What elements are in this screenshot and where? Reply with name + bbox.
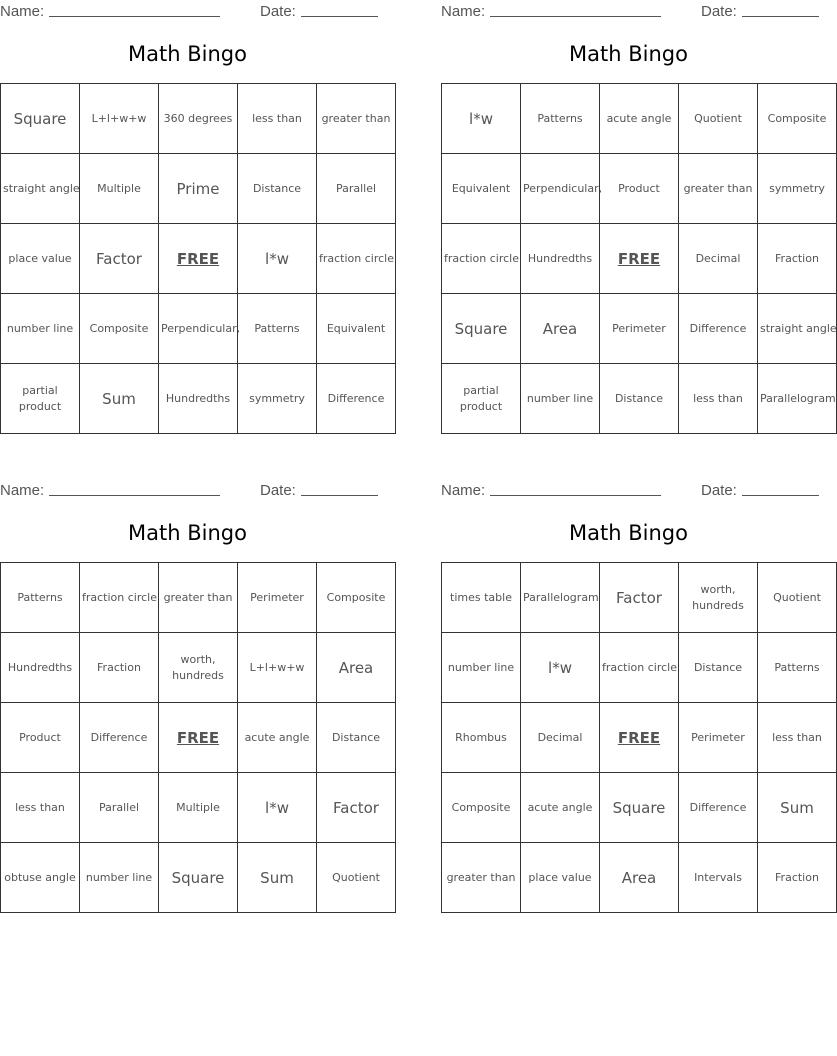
bingo-cell[interactable]: Square <box>159 843 238 913</box>
bingo-cell[interactable]: Sum <box>80 364 159 434</box>
bingo-cell[interactable]: Perimeter <box>238 563 317 633</box>
bingo-cell[interactable]: Intervals <box>679 843 758 913</box>
bingo-cell[interactable]: Square <box>442 294 521 364</box>
bingo-cell[interactable]: Difference <box>80 703 159 773</box>
bingo-cell[interactable]: Square <box>1 84 80 154</box>
grid-row <box>1 84 396 154</box>
grid-row <box>1 563 396 633</box>
free-space-cell[interactable]: FREE <box>600 224 679 294</box>
bingo-cell[interactable]: Area <box>521 294 600 364</box>
bingo-cell[interactable]: Product <box>600 154 679 224</box>
bingo-cell[interactable]: Patterns <box>758 633 837 703</box>
bingo-cell[interactable]: less than <box>1 773 80 843</box>
bingo-cell[interactable]: greater than <box>442 843 521 913</box>
grid-row <box>442 154 837 224</box>
date-line <box>742 2 819 17</box>
date-field[interactable] <box>701 2 819 20</box>
grid-row <box>442 364 837 434</box>
bingo-cell[interactable]: acute angle <box>521 773 600 843</box>
date-label: Date: <box>701 482 737 499</box>
grid-row <box>1 364 396 434</box>
date-line <box>301 2 378 17</box>
bingo-cell[interactable]: Quotient <box>758 563 837 633</box>
bingo-cell[interactable]: greater than <box>679 154 758 224</box>
bingo-cell[interactable]: Multiple <box>80 154 159 224</box>
bingo-cell[interactable]: place value <box>1 224 80 294</box>
card-title: Math Bingo <box>128 521 247 545</box>
bingo-cell[interactable]: Parallelogram <box>521 563 600 633</box>
grid-row <box>1 633 396 703</box>
bingo-card-1 <box>0 0 395 413</box>
bingo-card-2 <box>441 0 837 413</box>
bingo-cell[interactable]: straight angle <box>758 294 837 364</box>
grid-row <box>442 633 837 703</box>
bingo-cell[interactable]: number line <box>1 294 80 364</box>
bingo-cell[interactable]: less than <box>679 364 758 434</box>
date-field[interactable] <box>260 481 378 499</box>
bingo-cell[interactable]: 360 degrees <box>159 84 238 154</box>
bingo-cell[interactable]: place value <box>521 843 600 913</box>
bingo-cell[interactable]: partial product <box>442 364 521 434</box>
bingo-cell[interactable]: Equivalent <box>317 294 396 364</box>
card-header <box>441 479 816 501</box>
bingo-cell[interactable]: times table <box>442 563 521 633</box>
bingo-cell[interactable]: Quotient <box>679 84 758 154</box>
grid-row <box>1 154 396 224</box>
bingo-cell[interactable]: Patterns <box>238 294 317 364</box>
bingo-cell[interactable]: Hundredths <box>521 224 600 294</box>
free-space-cell[interactable]: FREE <box>159 703 238 773</box>
bingo-cell[interactable]: number line <box>442 633 521 703</box>
grid-row <box>442 294 837 364</box>
grid-row <box>1 773 396 843</box>
bingo-cell[interactable]: Hundredths <box>1 633 80 703</box>
bingo-cell[interactable]: Composite <box>80 294 159 364</box>
date-label: Date: <box>260 3 296 20</box>
bingo-cell[interactable]: Perpendicular, <box>521 154 600 224</box>
grid-row <box>1 703 396 773</box>
bingo-cell[interactable]: l*w <box>238 224 317 294</box>
bingo-cell[interactable]: Factor <box>317 773 396 843</box>
bingo-cell[interactable]: worth, hundreds <box>679 563 758 633</box>
card-title: Math Bingo <box>569 521 688 545</box>
date-line <box>742 481 819 496</box>
grid-row <box>442 84 837 154</box>
bingo-cell[interactable]: symmetry <box>758 154 837 224</box>
bingo-cell[interactable]: Difference <box>317 364 396 434</box>
bingo-cell[interactable]: Area <box>317 633 396 703</box>
bingo-cell[interactable]: greater than <box>317 84 396 154</box>
card-header <box>441 0 816 22</box>
bingo-cell[interactable]: Distance <box>600 364 679 434</box>
bingo-cell[interactable]: Distance <box>679 633 758 703</box>
bingo-cell[interactable]: Composite <box>758 84 837 154</box>
name-field[interactable] <box>441 481 661 499</box>
bingo-cell[interactable]: fraction circle <box>80 563 159 633</box>
bingo-cell[interactable]: Distance <box>238 154 317 224</box>
bingo-cell[interactable]: less than <box>758 703 837 773</box>
bingo-card-4 <box>441 479 822 887</box>
card-title: Math Bingo <box>569 42 688 66</box>
bingo-cell[interactable]: Multiple <box>159 773 238 843</box>
bingo-cell[interactable]: Area <box>600 843 679 913</box>
bingo-cell[interactable]: Perimeter <box>679 703 758 773</box>
free-space-cell[interactable]: FREE <box>159 224 238 294</box>
bingo-cell[interactable]: Equivalent <box>442 154 521 224</box>
bingo-cell[interactable]: Rhombus <box>442 703 521 773</box>
card-title: Math Bingo <box>128 42 247 66</box>
bingo-cell[interactable]: Patterns <box>521 84 600 154</box>
bingo-cell[interactable]: Sum <box>758 773 837 843</box>
name-field[interactable] <box>0 481 220 499</box>
name-line <box>490 481 661 496</box>
bingo-cell[interactable]: Product <box>1 703 80 773</box>
bingo-cell[interactable]: partial product <box>1 364 80 434</box>
bingo-cell[interactable]: Sum <box>238 843 317 913</box>
bingo-cell[interactable]: Composite <box>442 773 521 843</box>
bingo-cell[interactable]: number line <box>80 843 159 913</box>
bingo-cell[interactable]: l*w <box>238 773 317 843</box>
name-field[interactable] <box>0 2 220 20</box>
name-line <box>49 2 220 17</box>
bingo-cell[interactable]: Square <box>600 773 679 843</box>
bingo-cell[interactable]: Fraction <box>80 633 159 703</box>
date-line <box>301 481 378 496</box>
bingo-cell[interactable]: Prime <box>159 154 238 224</box>
bingo-grid <box>441 562 837 913</box>
date-label: Date: <box>701 3 737 20</box>
name-label: Name: <box>0 482 45 499</box>
bingo-cell[interactable]: Factor <box>600 563 679 633</box>
grid-row <box>442 773 837 843</box>
bingo-grid <box>0 83 396 434</box>
date-label: Date: <box>260 482 296 499</box>
name-line <box>490 2 661 17</box>
bingo-cell[interactable]: Hundredths <box>159 364 238 434</box>
card-header <box>0 0 375 22</box>
grid-row <box>442 563 837 633</box>
bingo-cell[interactable]: Decimal <box>521 703 600 773</box>
bingo-cell[interactable]: Parallel <box>317 154 396 224</box>
name-label: Name: <box>441 482 486 499</box>
bingo-cell[interactable]: worth, hundreds <box>159 633 238 703</box>
bingo-cell[interactable]: fraction circle <box>442 224 521 294</box>
bingo-cell[interactable]: Fraction <box>758 224 837 294</box>
bingo-cell[interactable]: l*w <box>521 633 600 703</box>
bingo-grid <box>441 83 837 434</box>
bingo-cell[interactable]: l*w <box>442 84 521 154</box>
bingo-cell[interactable]: L+l+w+w <box>238 633 317 703</box>
bingo-cell[interactable]: fraction circle <box>600 633 679 703</box>
grid-row <box>442 224 837 294</box>
bingo-cell[interactable]: Perimeter <box>600 294 679 364</box>
bingo-cell[interactable]: straight angle <box>1 154 80 224</box>
bingo-cell[interactable]: Parallelogram <box>758 364 837 434</box>
bingo-grid <box>0 562 396 913</box>
card-header <box>0 479 375 501</box>
date-field[interactable] <box>701 481 819 499</box>
bingo-cell[interactable]: Difference <box>679 773 758 843</box>
bingo-cell[interactable]: greater than <box>159 563 238 633</box>
bingo-card-3 <box>0 479 386 887</box>
bingo-cell[interactable]: Quotient <box>317 843 396 913</box>
bingo-cell[interactable]: fraction circle <box>317 224 396 294</box>
name-label: Name: <box>441 3 486 20</box>
bingo-cell[interactable]: L+l+w+w <box>80 84 159 154</box>
bingo-cell[interactable]: Fraction <box>758 843 837 913</box>
bingo-cell[interactable]: acute angle <box>600 84 679 154</box>
grid-row <box>442 703 837 773</box>
grid-row <box>1 843 396 913</box>
grid-row <box>1 294 396 364</box>
bingo-cell[interactable]: number line <box>521 364 600 434</box>
bingo-cell[interactable]: less than <box>238 84 317 154</box>
grid-row <box>1 224 396 294</box>
bingo-cell[interactable]: acute angle <box>238 703 317 773</box>
bingo-cell[interactable]: Difference <box>679 294 758 364</box>
bingo-cell[interactable]: Distance <box>317 703 396 773</box>
bingo-cell[interactable]: Parallel <box>80 773 159 843</box>
date-field[interactable] <box>260 2 378 20</box>
bingo-cell[interactable]: Factor <box>80 224 159 294</box>
bingo-cell[interactable]: symmetry <box>238 364 317 434</box>
bingo-cell[interactable]: Patterns <box>1 563 80 633</box>
bingo-cell[interactable]: Decimal <box>679 224 758 294</box>
grid-row <box>442 843 837 913</box>
free-space-cell[interactable]: FREE <box>600 703 679 773</box>
bingo-cell[interactable]: obtuse angle <box>1 843 80 913</box>
name-field[interactable] <box>441 2 661 20</box>
bingo-cell[interactable]: Perpendicular, <box>159 294 238 364</box>
bingo-cell[interactable]: Composite <box>317 563 396 633</box>
name-line <box>49 481 220 496</box>
name-label: Name: <box>0 3 45 20</box>
